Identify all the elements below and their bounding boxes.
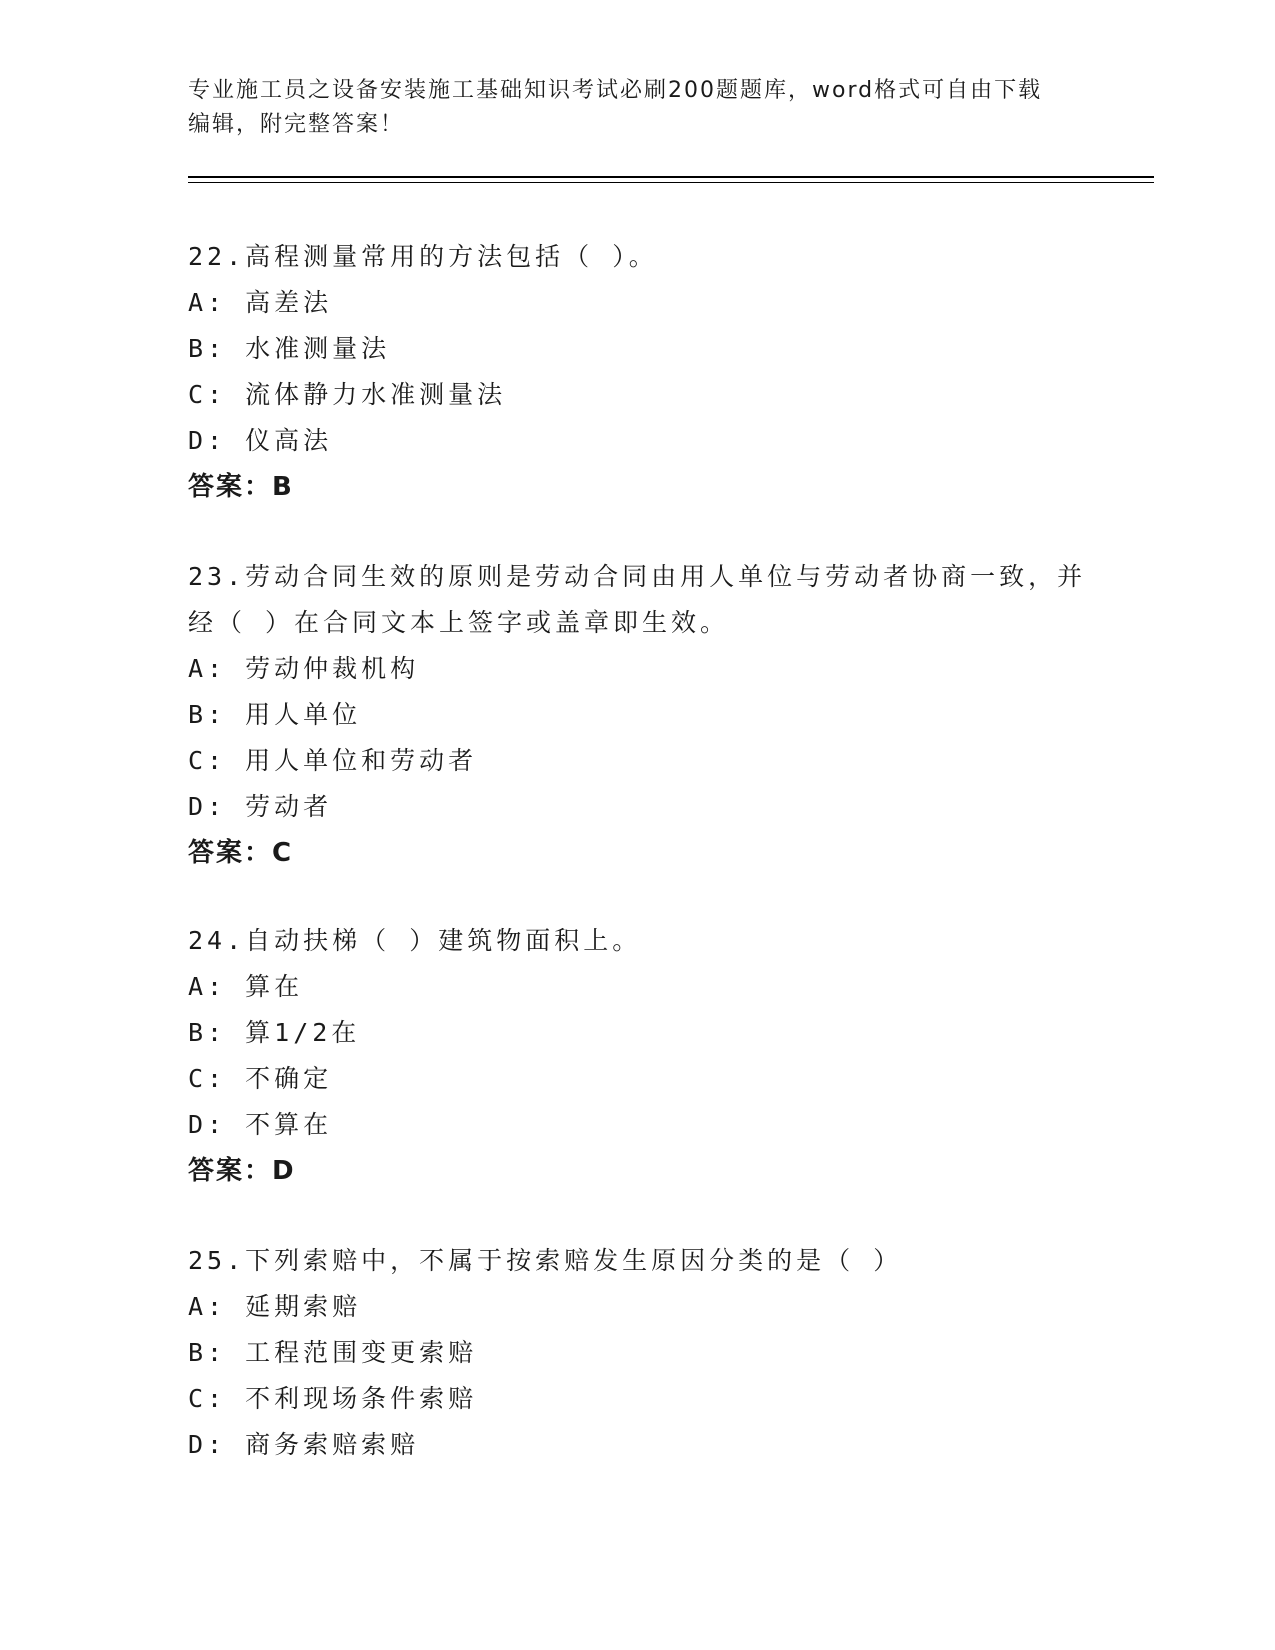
answer: 答案：C	[188, 838, 294, 868]
question-stem-line-1: 23.劳动合同生效的原则是劳动合同由用人单位与劳动者协商一致，并	[188, 562, 1087, 591]
header-line-2: 编辑，附完整答案！	[188, 112, 405, 137]
option-a: A: 算在	[188, 972, 304, 1001]
option-b: B: 工程范围变更索赔	[188, 1338, 478, 1367]
header-divider-thick	[188, 176, 1154, 178]
option-a: A: 劳动仲裁机构	[188, 654, 420, 683]
answer: 答案：B	[188, 472, 294, 502]
option-d: D: 商务索赔索赔	[188, 1430, 420, 1459]
option-c: C: 不利现场条件索赔	[188, 1384, 478, 1413]
question-23	[188, 554, 1088, 876]
question-stem: 24.自动扶梯（ ）建筑物面积上。	[188, 926, 642, 955]
document-header	[188, 74, 1088, 142]
question-25	[188, 1238, 1088, 1468]
option-d: D: 不算在	[188, 1110, 333, 1139]
header-line-1: 专业施工员之设备安装施工基础知识考试必刷200题题库，word格式可自由下载	[188, 78, 1043, 103]
option-a: A: 延期索赔	[188, 1292, 362, 1321]
question-stem: 22.高程测量常用的方法包括（ ）。	[188, 242, 658, 271]
option-d: D: 劳动者	[188, 792, 333, 821]
question-22	[188, 234, 1088, 510]
answer: 答案：D	[188, 1156, 296, 1186]
option-b: B: 算1/2在	[188, 1018, 361, 1047]
question-24	[188, 918, 1088, 1194]
header-divider-thin	[188, 182, 1154, 183]
question-stem: 25.下列索赔中，不属于按索赔发生原因分类的是（ ）	[188, 1246, 903, 1275]
option-a: A: 高差法	[188, 288, 333, 317]
option-c: C: 流体静力水准测量法	[188, 380, 507, 409]
question-stem-line-2: 经（ ）在合同文本上签字或盖章即生效。	[188, 608, 730, 637]
option-b: B: 用人单位	[188, 700, 362, 729]
option-b: B: 水准测量法	[188, 334, 391, 363]
option-d: D: 仪高法	[188, 426, 333, 455]
option-c: C: 用人单位和劳动者	[188, 746, 478, 775]
option-c: C: 不确定	[188, 1064, 333, 1093]
